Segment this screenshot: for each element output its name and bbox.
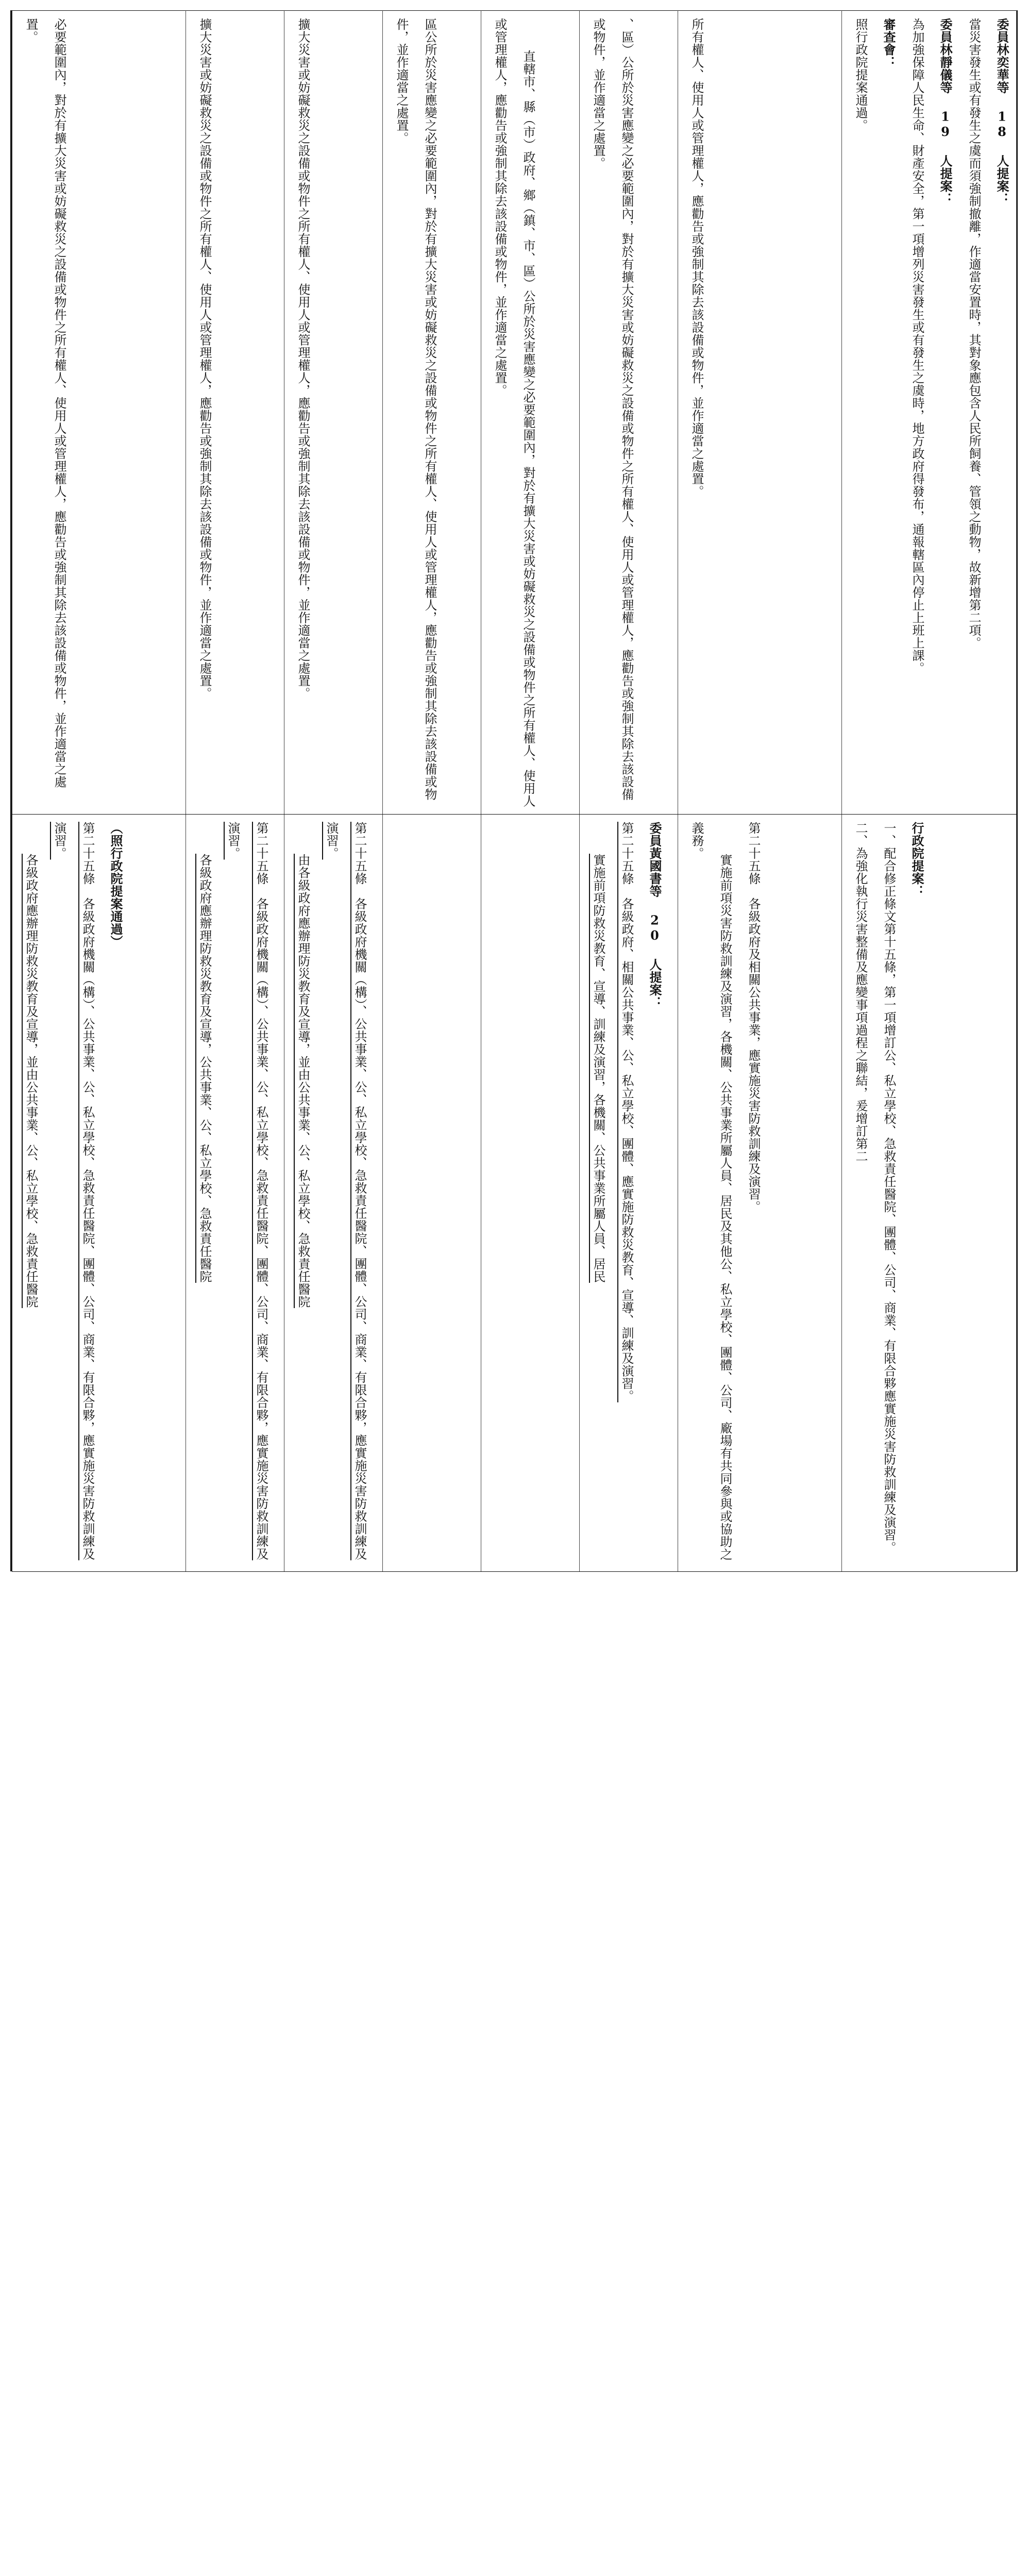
table-row-article-25 xyxy=(12,815,1017,1572)
cell-version-6: 委員黃國書等 20 人提案： 第二十五條 各級政府、相關公共事業、公、私立學校、團體、應實施防救災教育、宣導、訓練及演習。 實施前項防救災教育、宣導、訓練及演習，各機關、公共事業所屬人員、居民 xyxy=(580,815,678,1572)
cell-current-law: 第二十五條 各級政府及相關公共事業，應實施災害防救訓練及演習。 實施前項災害防救訓練及演習，各機關、公共事業所屬人員、居民及其他公、私立學校、團體、公司、廠場有共同參與或協助之義務。 xyxy=(678,815,842,1572)
cell-version-3: 第二十五條 各級政府機關（構）、公共事業、公、私立學校、急救責任醫院、團體、公司、商業、有限合夥，應實施災害防救訓練及演習。 由各級政府應辦理防災教育及宣導，並由公共事業、公、私立學校、急救責任醫院 xyxy=(284,815,383,1572)
cell-current-law: 所有權人、使用人或管理權人，應勸告或強制其除去該設備或物件，並作適當之處置。 xyxy=(678,11,842,815)
cell-version-3: 擴大災害或妨礙救災之設備或物件之所有權人、使用人或管理權人，應勸告或強制其除去該設備或物件，並作適當之處置。 xyxy=(284,11,383,815)
comparison-table xyxy=(12,10,1017,1572)
cell-passed-text: 必要範圍內，對於有擴大災害或妨礙救災之設備或物件之所有權人、使用人或管理權人，應勸告或強制其除去該設備或物件，並作適當之處置。 xyxy=(12,11,186,815)
decision-heading: （照行政院提案通過） xyxy=(108,822,123,948)
cell-version-2: 第二十五條 各級政府機關（構）、公共事業、公、私立學校、急救責任醫院、團體、公司、商業、有限合夥，應實施災害防救訓練及演習。 各級政府應辦理防救災教育及宣導，公共事業、公、私立學校、急救責任醫院 xyxy=(186,815,284,1572)
review-heading: 審查會： xyxy=(881,18,896,69)
cell-version-5: 直轄市、縣（市）政府、鄉（鎮、市、區）公所於災害應變之必要範圍內，對於有擴大災害或妨礙救災之設備或物件之所有權人、使用人或管理權人，應勸告或強制其除去該設備或物件，並作適當之處置。 xyxy=(481,11,580,815)
cell-version-2: 擴大災害或妨礙救災之設備或物件之所有權人、使用人或管理權人，應勸告或強制其除去該設備或物件，並作適當之處置。 xyxy=(186,11,284,815)
cell-explanation: 行政院提案： 一、配合修正條文第十五條，第一項增訂公、私立學校、急救責任醫院、團體、公司、商業、有限合夥應實施災害防救訓練及演習。 二、為強化執行災害整備及應變事項過程之聯結，爰增訂第二 xyxy=(842,815,1017,1572)
table-row-article-24 xyxy=(12,11,1017,815)
proposal-heading: 委員林奕華等 18 人提案： xyxy=(995,18,1009,205)
document-page xyxy=(10,10,1018,1571)
proposal-heading: 委員林靜儀等 19 人提案： xyxy=(938,18,953,205)
cell-explanation: 委員林奕華等 18 人提案： 當災害發生或有發生之虞而須強制撤離，作適當安置時，其對象應包含人民所飼養、管領之動物，故新增第二項。 委員林靜儀等 19 人提案： 為加強保障人民生命、財產安全，第一項增列災害發生或有發生之虞時，地方政府得發布，通報轄區內停止上班上課。 審查會： 照行政院提案通過。 xyxy=(842,11,1017,815)
proposal-heading: 行政院提案： xyxy=(909,822,924,897)
cell-version-6: 、區）公所於災害應變之必要範圍內，對於有擴大災害或妨礙救災之設備或物件之所有權人、使用人或管理權人，應勸告或強制其除去該設備或物件，並作適當之處置。 xyxy=(580,11,678,815)
proposal-heading: 委員黃國書等 20 人提案： xyxy=(647,822,662,1009)
cell-version-5 xyxy=(481,815,580,1572)
cell-version-4 xyxy=(383,815,481,1572)
cell-passed-text: （照行政院提案通過） 第二十五條 各級政府機關（構）、公共事業、公、私立學校、急救責任醫院、團體、公司、商業、有限合夥，應實施災害防救訓練及演習。 各級政府應辦理防救災教育及宣導，並由公共事業、公、私立學校、急救責任醫院 xyxy=(12,815,186,1572)
cell-version-4: 區公所於災害應變之必要範圍內，對於有擴大災害或妨礙救災之設備或物件之所有權人、使用人或管理權人，應勸告或強制其除去該設備或物件，並作適當之處置。 xyxy=(383,11,481,815)
